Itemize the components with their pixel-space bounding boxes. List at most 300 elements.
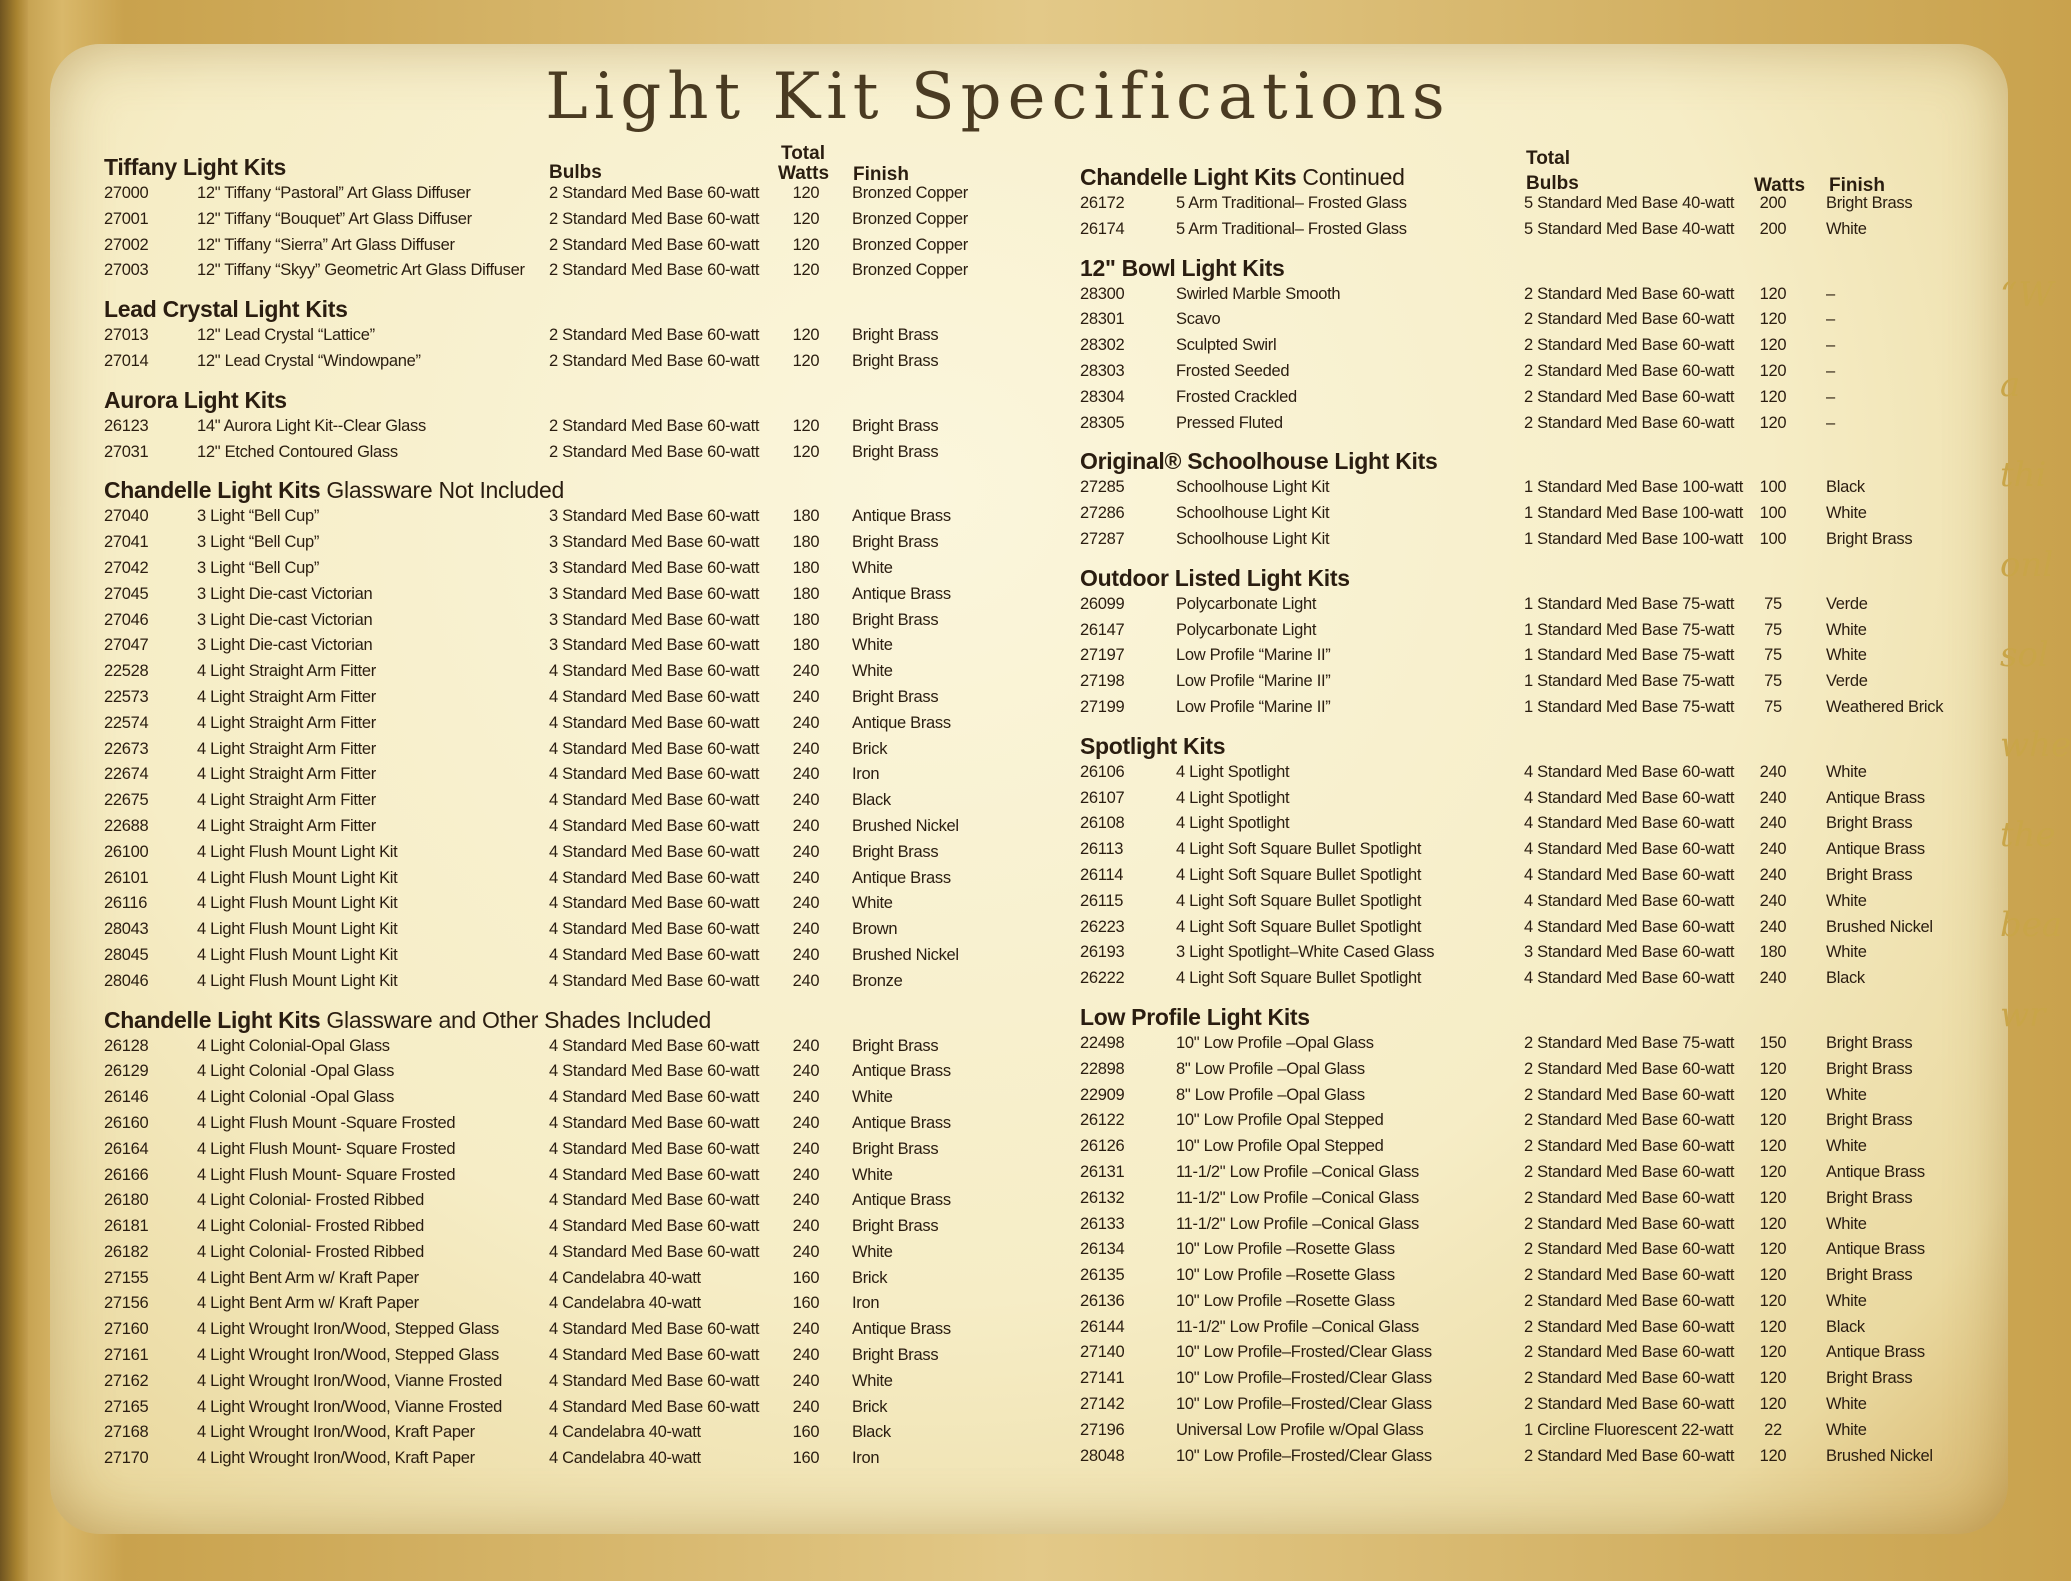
decorative-script-text (2000, 250, 2071, 1060)
spec-row (1080, 1289, 1867, 1315)
section-title (1080, 254, 1437, 282)
bulbs-cell: 2 Standard Med Base 75-watt (1524, 1033, 1735, 1052)
item-number: 27141 (1080, 1369, 1125, 1388)
bulbs-cell: 2 Standard Med Base 60-watt (549, 184, 760, 202)
item-description: Schoolhouse Light Kit (1176, 529, 1330, 548)
decor-fragment: the (2000, 815, 2056, 855)
spec-row (1080, 786, 1925, 812)
spec-row (104, 323, 939, 349)
finish-cell: Bright Brass (1826, 1033, 1913, 1052)
watts-cell: 120 (1759, 1369, 1787, 1388)
item-number: 27013 (104, 326, 149, 345)
spec-row (104, 582, 951, 608)
spec-row (104, 917, 898, 943)
item-description: 10" Low Profile –Rosette Glass (1176, 1291, 1395, 1310)
bulbs-cell: 3 Standard Med Base 60-watt (549, 507, 760, 526)
item-number: 26113 (1080, 840, 1124, 859)
section-title (104, 1006, 711, 1034)
bulbs-cell: 5 Standard Med Base 40-watt (1524, 194, 1735, 212)
item-description: Polycarbonate Light (1176, 594, 1317, 613)
section-title (1080, 732, 1437, 760)
item-description: 10" Low Profile Opal Stepped (1176, 1111, 1384, 1130)
finish-cell: Black (1826, 1317, 1865, 1336)
item-number: 27197 (1080, 646, 1125, 665)
spec-row (104, 1111, 951, 1137)
item-number: 27198 (1080, 672, 1125, 691)
bulbs-cell: 4 Standard Med Base 60-watt (549, 868, 760, 887)
item-number: 26222 (1080, 969, 1125, 988)
item-description: 3 Light “Bell Cup” (197, 507, 320, 526)
finish-cell: Bright Brass (1826, 529, 1913, 548)
spec-row (104, 181, 968, 207)
watts-cell: 200 (1759, 219, 1787, 238)
item-number: 26160 (104, 1113, 149, 1132)
item-description: 10" Low Profile–Frosted/Clear Glass (1176, 1395, 1432, 1414)
decor-fragment: onl (2000, 545, 2054, 585)
spec-row (1080, 618, 1867, 644)
item-description: 4 Light Flush Mount Light Kit (197, 842, 398, 861)
section-title (1080, 447, 1437, 475)
watts-cell: 160 (792, 1294, 820, 1313)
watts-cell: 120 (792, 351, 820, 370)
bulbs-cell: 4 Standard Med Base 60-watt (549, 945, 760, 964)
item-number: 26144 (1080, 1317, 1125, 1336)
bulbs-cell: 4 Standard Med Base 60-watt (549, 739, 760, 758)
bulbs-cell: 4 Standard Med Base 60-watt (1524, 840, 1735, 859)
finish-cell: Black (852, 791, 891, 810)
bulbs-cell: 2 Standard Med Base 60-watt (1524, 1162, 1735, 1181)
finish-cell: Bright Brass (852, 687, 939, 706)
spec-row (104, 633, 893, 659)
item-description: Schoolhouse Light Kit (1176, 478, 1330, 497)
item-description: Frosted Crackled (1176, 387, 1297, 406)
item-number: 26172 (1080, 194, 1125, 212)
watts-cell: 240 (792, 894, 820, 913)
spec-row (1080, 282, 1835, 308)
spec-row (1080, 592, 1868, 618)
watts-cell: 240 (792, 1088, 820, 1107)
finish-cell: White (1826, 1085, 1867, 1104)
right-header-watts: Watts (1754, 175, 1806, 196)
item-description: 10" Low Profile–Frosted/Clear Glass (1176, 1446, 1432, 1465)
bulbs-cell: 4 Standard Med Base 60-watt (1524, 814, 1735, 833)
spec-row (104, 891, 893, 917)
item-description: Scavo (1176, 310, 1221, 329)
bulbs-cell: 1 Standard Med Base 75-watt (1524, 620, 1735, 639)
finish-cell: Bright Brass (852, 1139, 939, 1158)
spec-row (1080, 760, 1867, 786)
bulbs-cell: 4 Standard Med Base 60-watt (549, 713, 760, 732)
item-description: 4 Light Bent Arm w/ Kraft Paper (197, 1268, 419, 1287)
bulbs-cell: 4 Standard Med Base 60-watt (549, 1165, 760, 1184)
spec-row (1080, 940, 1867, 966)
bulbs-cell: 2 Standard Med Base 60-watt (1524, 1446, 1735, 1465)
finish-cell: White (1826, 1214, 1867, 1233)
item-description: Schoolhouse Light Kit (1176, 504, 1330, 523)
spec-row (104, 1291, 880, 1317)
watts-cell: 240 (792, 816, 820, 835)
bulbs-cell: 1 Standard Med Base 100-watt (1524, 529, 1744, 548)
spec-row (104, 207, 968, 233)
finish-cell: Bright Brass (852, 326, 939, 345)
finish-cell: Antique Brass (852, 868, 951, 887)
spec-row (104, 1085, 893, 1111)
finish-cell: Verde (1826, 672, 1868, 691)
bulbs-cell: 1 Standard Med Base 100-watt (1524, 504, 1744, 523)
watts-cell: 240 (792, 1113, 820, 1132)
spec-row (104, 685, 939, 711)
spec-row (104, 1240, 893, 1266)
spec-row (1080, 1057, 1913, 1083)
item-number: 26116 (104, 894, 148, 913)
bulbs-cell: 4 Standard Med Base 60-watt (1524, 917, 1735, 936)
spec-row (104, 349, 939, 375)
section-title-main: Lead Crystal Light Kits (104, 296, 348, 323)
bulbs-cell: 4 Standard Med Base 60-watt (549, 1217, 760, 1236)
watts-cell: 240 (792, 1242, 820, 1261)
bulbs-cell: 2 Standard Med Base 60-watt (549, 442, 760, 461)
item-number: 27199 (1080, 697, 1125, 716)
spec-row (104, 711, 951, 737)
bulbs-cell: 4 Standard Med Base 60-watt (549, 1371, 760, 1390)
watts-cell: 120 (1759, 1214, 1787, 1233)
spec-row (1080, 1418, 1867, 1444)
item-description: 12" Tiffany “Bouquet” Art Glass Diffuser (197, 209, 472, 228)
item-number: 26101 (104, 868, 149, 887)
section-title (104, 153, 711, 181)
watts-cell: 150 (1759, 1033, 1787, 1052)
item-number: 27165 (104, 1397, 149, 1416)
binding-spine (0, 0, 28, 1581)
item-number: 27168 (104, 1423, 149, 1442)
spec-row (104, 762, 880, 788)
bulbs-cell: 2 Standard Med Base 60-watt (549, 416, 760, 435)
watts-cell: 200 (1759, 194, 1787, 212)
finish-cell: White (1826, 1420, 1867, 1439)
item-description: 4 Light Colonial -Opal Glass (197, 1088, 395, 1107)
spec-row (1080, 1315, 1865, 1341)
finish-cell: Brick (852, 739, 888, 758)
spec-row (1080, 527, 1913, 553)
bulbs-cell: 4 Standard Med Base 60-watt (549, 816, 760, 835)
bulbs-cell: 4 Standard Med Base 60-watt (549, 791, 760, 810)
item-description: 10" Low Profile Opal Stepped (1176, 1137, 1384, 1156)
bulbs-cell: 1 Standard Med Base 75-watt (1524, 672, 1735, 691)
watts-cell: 120 (1759, 1317, 1787, 1336)
item-number: 27140 (1080, 1343, 1125, 1362)
watts-cell: 240 (1759, 969, 1787, 988)
item-number: 28300 (1080, 284, 1125, 303)
item-number: 22528 (104, 662, 149, 681)
watts-cell: 120 (1759, 1266, 1787, 1285)
finish-cell: Antique Brass (1826, 1240, 1925, 1259)
finish-cell: Bright Brass (852, 416, 939, 435)
item-description: 4 Light Flush Mount Light Kit (197, 971, 398, 990)
item-description: 3 Light Die-cast Victorian (197, 584, 373, 603)
finish-cell: Brick (852, 1397, 888, 1416)
item-number: 26182 (104, 1242, 149, 1261)
spec-row (1080, 475, 1865, 501)
bulbs-cell: 2 Standard Med Base 60-watt (1524, 1343, 1735, 1362)
spec-row (104, 1034, 939, 1060)
item-description: 11-1/2" Low Profile –Conical Glass (1176, 1214, 1419, 1233)
bulbs-cell: 3 Standard Med Base 60-watt (549, 558, 760, 577)
finish-cell: Bright Brass (852, 610, 939, 629)
finish-cell: White (852, 558, 893, 577)
item-number: 26146 (104, 1088, 149, 1107)
finish-cell: White (852, 1088, 893, 1107)
item-number: 27142 (1080, 1395, 1125, 1414)
watts-cell: 120 (1759, 1188, 1787, 1207)
item-description: 4 Light Wrought Iron/Wood, Stepped Glass (197, 1320, 499, 1339)
section-title-main: Chandelle Light Kits (104, 477, 321, 504)
finish-cell: Antique Brass (1826, 840, 1925, 859)
spec-row (104, 1059, 951, 1085)
watts-cell: 120 (1759, 1162, 1787, 1181)
bulbs-cell: 2 Standard Med Base 60-watt (1524, 387, 1735, 406)
section-title-main: Outdoor Listed Light Kits (1080, 564, 1350, 591)
item-number: 28048 (1080, 1446, 1125, 1465)
bulbs-cell: 1 Standard Med Base 75-watt (1524, 594, 1735, 613)
watts-cell: 240 (1759, 840, 1787, 859)
section-title-main: Aurora Light Kits (104, 386, 287, 413)
watts-cell: 240 (1759, 865, 1787, 884)
watts-cell: 120 (792, 416, 820, 435)
item-number: 26107 (1080, 788, 1125, 807)
finish-cell: White (1826, 620, 1867, 639)
bulbs-cell: 5 Standard Med Base 40-watt (1524, 219, 1735, 238)
item-number: 28303 (1080, 361, 1125, 380)
item-number: 22673 (104, 739, 149, 758)
section-title (104, 476, 711, 504)
item-description: 12" Tiffany “Pastoral” Art Glass Diffuser (197, 184, 471, 202)
item-number: 26134 (1080, 1240, 1125, 1259)
watts-cell: 240 (1759, 814, 1787, 833)
spec-row (1080, 811, 1913, 837)
item-description: 4 Light Colonial- Frosted Ribbed (197, 1242, 425, 1261)
item-number: 27155 (104, 1268, 149, 1287)
spec-row (1080, 1186, 1913, 1212)
bulbs-cell: 2 Standard Med Base 60-watt (1524, 1085, 1735, 1104)
finish-cell: Antique Brass (852, 713, 951, 732)
item-number: 27286 (1080, 504, 1125, 523)
bulbs-cell: 2 Standard Med Base 60-watt (549, 261, 760, 280)
item-number: 22674 (104, 765, 149, 784)
item-description: 4 Light Straight Arm Fitter (197, 662, 376, 681)
item-number: 22498 (1080, 1033, 1125, 1052)
bulbs-cell: 4 Standard Med Base 60-watt (549, 687, 760, 706)
item-number: 28305 (1080, 413, 1125, 432)
watts-cell: 120 (1759, 284, 1787, 303)
spec-row (1080, 1212, 1867, 1238)
item-number: 26114 (1080, 865, 1124, 884)
watts-cell: 240 (792, 920, 820, 939)
section-title-main: 12" Bowl Light Kits (1080, 254, 1285, 281)
watts-cell: 240 (792, 971, 820, 990)
item-number: 27003 (104, 261, 149, 280)
bulbs-cell: 4 Candelabra 40-watt (549, 1449, 701, 1468)
bulbs-cell: 4 Candelabra 40-watt (549, 1423, 701, 1442)
finish-cell: White (852, 1371, 893, 1390)
watts-cell: 180 (792, 507, 820, 526)
watts-cell: 180 (792, 610, 820, 629)
bulbs-cell: 2 Standard Med Base 60-watt (1524, 1059, 1735, 1078)
spec-row (1080, 915, 1933, 941)
bulbs-cell: 4 Standard Med Base 60-watt (1524, 762, 1735, 781)
item-number: 27045 (104, 584, 149, 603)
spec-row (1080, 217, 1867, 243)
watts-cell: 75 (1764, 646, 1782, 665)
watts-cell: 120 (1759, 413, 1787, 432)
finish-cell: White (852, 894, 893, 913)
watts-cell: 240 (792, 1062, 820, 1081)
bulbs-cell: 4 Standard Med Base 60-watt (549, 662, 760, 681)
item-number: 28045 (104, 945, 149, 964)
watts-cell: 160 (792, 1268, 820, 1287)
spec-row (1080, 359, 1835, 385)
finish-cell: Bright Brass (1826, 1369, 1913, 1388)
finish-cell: – (1826, 361, 1835, 380)
item-number: 26123 (104, 416, 149, 435)
spec-row (104, 1317, 951, 1343)
item-description: 12" Tiffany “Sierra” Art Glass Diffuser (197, 235, 455, 254)
watts-cell: 120 (792, 209, 820, 228)
decor-fragment: bea (2000, 905, 2063, 945)
item-number: 22688 (104, 816, 149, 835)
decor-fragment: sol (2000, 635, 2049, 675)
decor-fragment: a (2000, 365, 2021, 405)
bulbs-cell: 2 Standard Med Base 60-watt (549, 351, 760, 370)
watts-cell: 120 (1759, 1085, 1787, 1104)
item-description: 4 Light Spotlight (1176, 814, 1290, 833)
watts-cell: 240 (792, 1371, 820, 1390)
spec-row (1080, 1083, 1867, 1109)
item-description: 3 Light Die-cast Victorian (197, 636, 373, 655)
watts-cell: 75 (1764, 672, 1782, 691)
bulbs-cell: 2 Standard Med Base 60-watt (1524, 1111, 1735, 1130)
finish-cell: Bronze (852, 971, 903, 990)
spec-row (104, 1266, 888, 1292)
item-description: 4 Light Straight Arm Fitter (197, 765, 376, 784)
finish-cell: Iron (852, 1294, 880, 1313)
spec-row (1080, 863, 1913, 889)
section-title-main: Low Profile Light Kits (1080, 1003, 1310, 1030)
finish-cell: Antique Brass (852, 1113, 951, 1132)
finish-cell: Antique Brass (852, 584, 951, 603)
item-number: 27001 (104, 209, 149, 228)
watts-cell: 120 (1759, 1291, 1787, 1310)
item-number: 22898 (1080, 1059, 1125, 1078)
finish-cell: Bronzed Copper (852, 261, 968, 280)
finish-cell: Bright Brass (1826, 1059, 1913, 1078)
item-description: Universal Low Profile w/Opal Glass (1176, 1420, 1424, 1439)
spec-row (104, 1446, 880, 1472)
spec-row (104, 1343, 939, 1369)
finish-cell: – (1826, 387, 1835, 406)
item-description: 4 Light Straight Arm Fitter (197, 791, 376, 810)
bulbs-cell: 4 Standard Med Base 60-watt (549, 1113, 760, 1132)
watts-cell: 120 (792, 184, 820, 202)
spec-row (1080, 1031, 1913, 1057)
bulbs-cell: 4 Standard Med Base 60-watt (1524, 788, 1735, 807)
bulbs-cell: 2 Standard Med Base 60-watt (1524, 1240, 1735, 1259)
watts-cell: 240 (792, 1346, 820, 1365)
finish-cell: Bright Brass (852, 1036, 939, 1055)
item-description: Polycarbonate Light (1176, 620, 1317, 639)
spec-row (104, 1137, 939, 1163)
item-description: Low Profile “Marine II” (1176, 672, 1331, 691)
item-number: 27041 (104, 533, 149, 552)
bulbs-cell: 2 Standard Med Base 60-watt (1524, 1369, 1735, 1388)
bulbs-cell: 2 Standard Med Base 60-watt (1524, 1395, 1735, 1414)
bulbs-cell: 4 Standard Med Base 60-watt (549, 920, 760, 939)
finish-cell: Bronzed Copper (852, 235, 968, 254)
section-title (104, 295, 711, 323)
spec-row (1080, 307, 1835, 333)
item-description: 4 Light Straight Arm Fitter (197, 687, 376, 706)
item-number: 27285 (1080, 478, 1125, 497)
right-header-bulbs: Bulbs (1526, 173, 1579, 194)
watts-cell: 240 (792, 713, 820, 732)
bulbs-cell: 2 Standard Med Base 60-watt (1524, 1317, 1735, 1336)
item-number: 27031 (104, 442, 149, 461)
watts-cell: 120 (1759, 1343, 1787, 1362)
item-number: 26223 (1080, 917, 1125, 936)
watts-cell: 180 (792, 533, 820, 552)
watts-cell: 240 (792, 662, 820, 681)
item-description: 8" Low Profile –Opal Glass (1176, 1085, 1365, 1104)
item-description: 3 Light Spotlight–White Cased Glass (1176, 943, 1435, 962)
item-number: 26164 (104, 1139, 149, 1158)
section-title-main: Chandelle Light Kits (1080, 164, 1297, 190)
item-description: Sculpted Swirl (1176, 336, 1277, 355)
watts-cell: 75 (1764, 620, 1782, 639)
finish-cell: White (852, 636, 893, 655)
watts-cell: 120 (792, 235, 820, 254)
bulbs-cell: 2 Standard Med Base 60-watt (1524, 361, 1735, 380)
section-title-main: Chandelle Light Kits (104, 1006, 321, 1033)
bulbs-cell: 4 Standard Med Base 60-watt (1524, 969, 1735, 988)
item-description: 3 Light “Bell Cup” (197, 558, 320, 577)
finish-cell: Black (1826, 969, 1865, 988)
watts-cell: 240 (792, 791, 820, 810)
finish-cell: White (1826, 504, 1867, 523)
watts-cell: 240 (792, 1139, 820, 1158)
spec-row (1080, 837, 1925, 863)
watts-cell: 240 (792, 739, 820, 758)
bulbs-cell: 4 Standard Med Base 60-watt (549, 971, 760, 990)
spec-row (104, 440, 939, 466)
left-header-bulbs: Bulbs (549, 162, 602, 183)
item-number: 28301 (1080, 310, 1125, 329)
item-number: 27046 (104, 610, 149, 629)
item-description: 4 Light Spotlight (1176, 788, 1290, 807)
decor-fragment: “W (2000, 275, 2054, 315)
item-description: 12" Lead Crystal “Lattice” (197, 326, 375, 345)
item-description: 14" Aurora Light Kit--Clear Glass (197, 416, 426, 435)
item-description: 11-1/2" Low Profile –Conical Glass (1176, 1188, 1419, 1207)
section-title-main: Tiffany Light Kits (104, 154, 287, 180)
watts-cell: 100 (1759, 478, 1787, 497)
spec-row (104, 814, 959, 840)
watts-cell: 240 (792, 1036, 820, 1055)
bulbs-cell: 4 Standard Med Base 60-watt (549, 1242, 760, 1261)
finish-cell: Bright Brass (852, 1346, 939, 1365)
finish-cell: White (852, 662, 893, 681)
watts-cell: 75 (1764, 697, 1782, 716)
watts-cell: 180 (792, 636, 820, 655)
watts-cell: 180 (792, 558, 820, 577)
